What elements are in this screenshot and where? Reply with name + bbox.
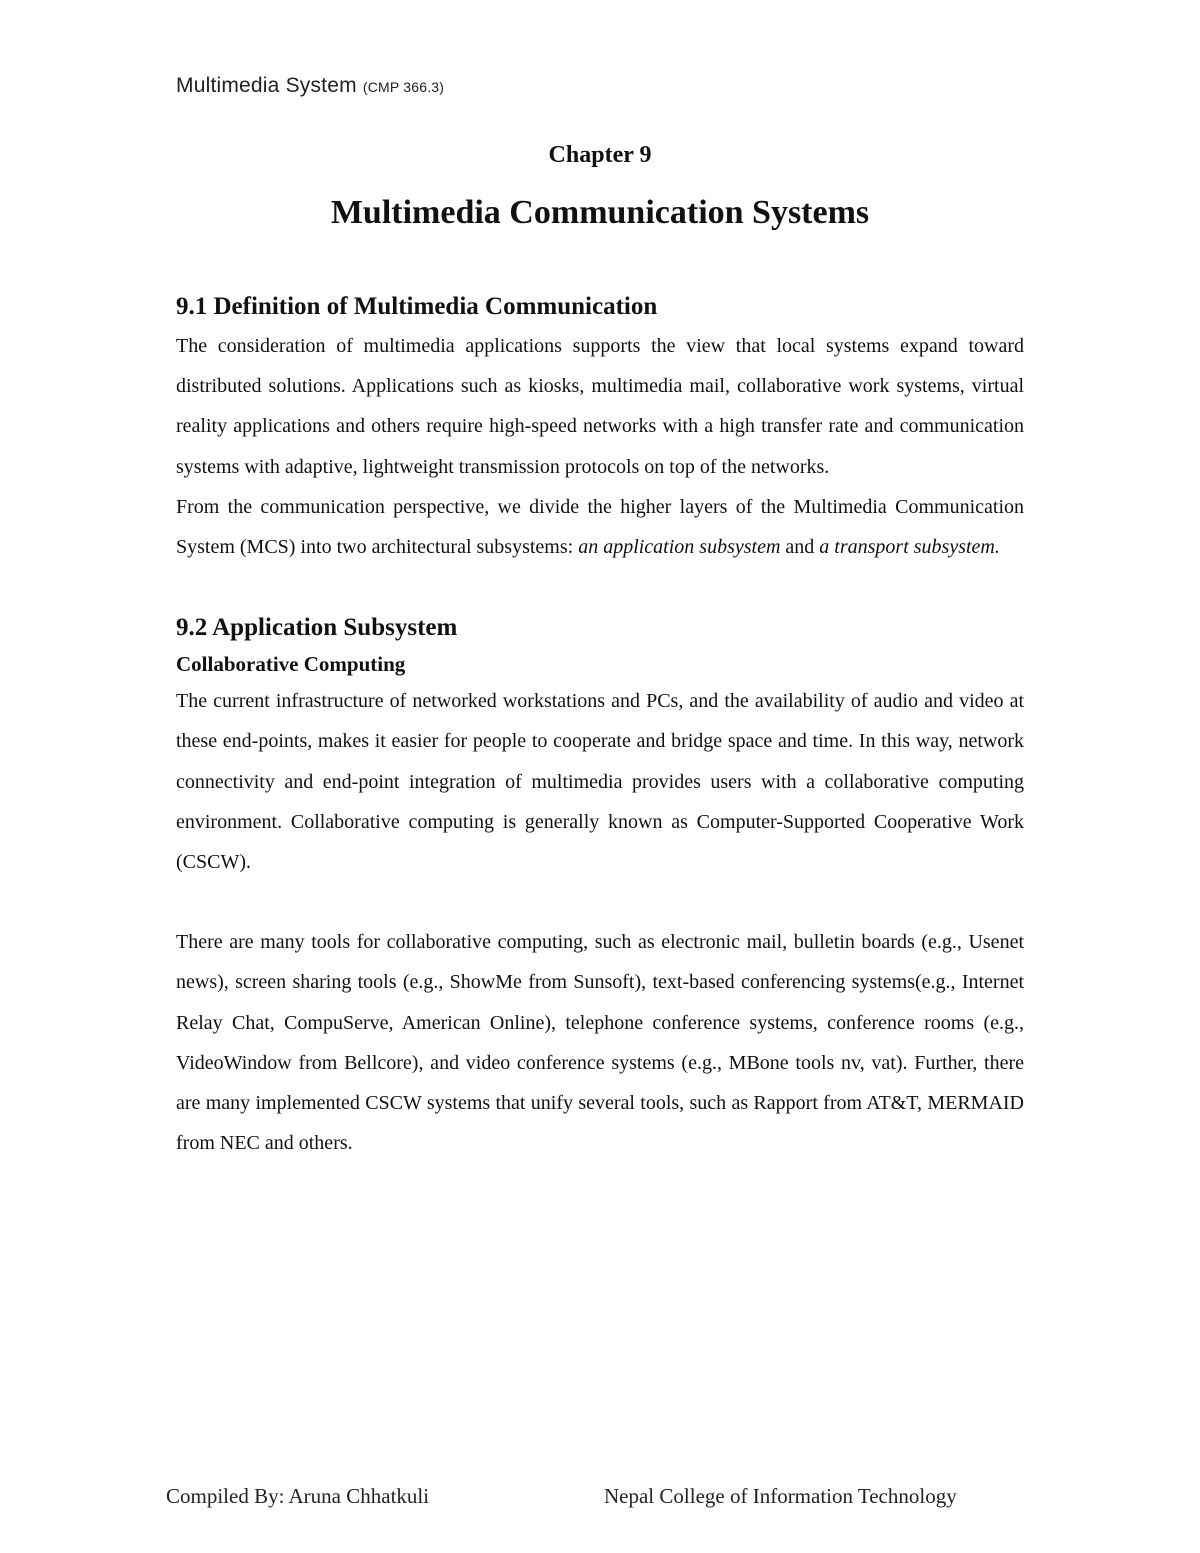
paragraph-architecture	[176, 487, 1024, 567]
paragraph-collaborative-tools: There are many tools for collaborative computing, such as electronic mail, bulletin boards (e.g., Usenet news), screen sharing tools (e.g., ShowMe from Sunsoft), text-based conferencing systems(e.g., Internet Relay Chat, CompuServe, American Online), telephone conference systems, conference rooms (e.g., VideoWindow from Bellcore), and video conference systems (e.g., MBone tools nv, vat). Further, there are many implemented CSCW systems that unify several tools, such as Rapport from AT&T, MERMAID from NEC and others.	[176, 931, 1024, 1155]
subheading-collaborative-computing: Collaborative Computing	[176, 652, 406, 677]
running-header	[176, 74, 444, 98]
footer-institution: Nepal College of Information Technology	[604, 1484, 957, 1508]
paragraph-architecture-conjunction: and	[780, 536, 820, 559]
paragraph-collaborative-intro: The current infrastructure of networked workstations and PCs, and the availability of audio and video at these end-points, makes it easier for people to cooperate and bridge space and time. In this way, network connectivity and end-point integration of multimedia provides users with a collaborative computing environment. Collaborative computing is generally known as Computer-Supported Cooperative Work (CSCW).	[176, 690, 1024, 874]
section-spacer	[176, 567, 1024, 609]
paragraph-spacer	[176, 882, 1024, 922]
paragraph-definition: The consideration of multimedia applications supports the view that local systems expand toward distributed solutions. Applications such as kiosks, multimedia mail, collaborative work systems, virtual reality applications and others require high-speed networks with a high transfer rate and communication systems with adaptive, lightweight transmission protocols on top of the networks.	[176, 335, 1024, 478]
running-title: Multimedia System	[176, 74, 363, 97]
section-heading-application-subsystem: 9.2 Application Subsystem	[176, 614, 458, 642]
term-transport-subsystem: a transport subsystem.	[819, 536, 1000, 559]
footer-compiled-by: Compiled By: Aruna Chhatkuli	[166, 1484, 430, 1508]
chapter-title: Multimedia Communication Systems	[330, 194, 870, 231]
paragraph-architecture-lead: From the communication perspective, we divide the higher layers of the Multimedia Communication System (MCS) into two architectural subsystems:	[176, 495, 1024, 559]
section-heading-definition: 9.1 Definition of Multimedia Communication	[176, 293, 658, 320]
term-application-subsystem: an application subsystem	[578, 536, 781, 559]
main-content	[176, 288, 1024, 1163]
course-code: (CMP 366.3)	[362, 79, 445, 95]
chapter-label: Chapter 9	[548, 142, 652, 168]
